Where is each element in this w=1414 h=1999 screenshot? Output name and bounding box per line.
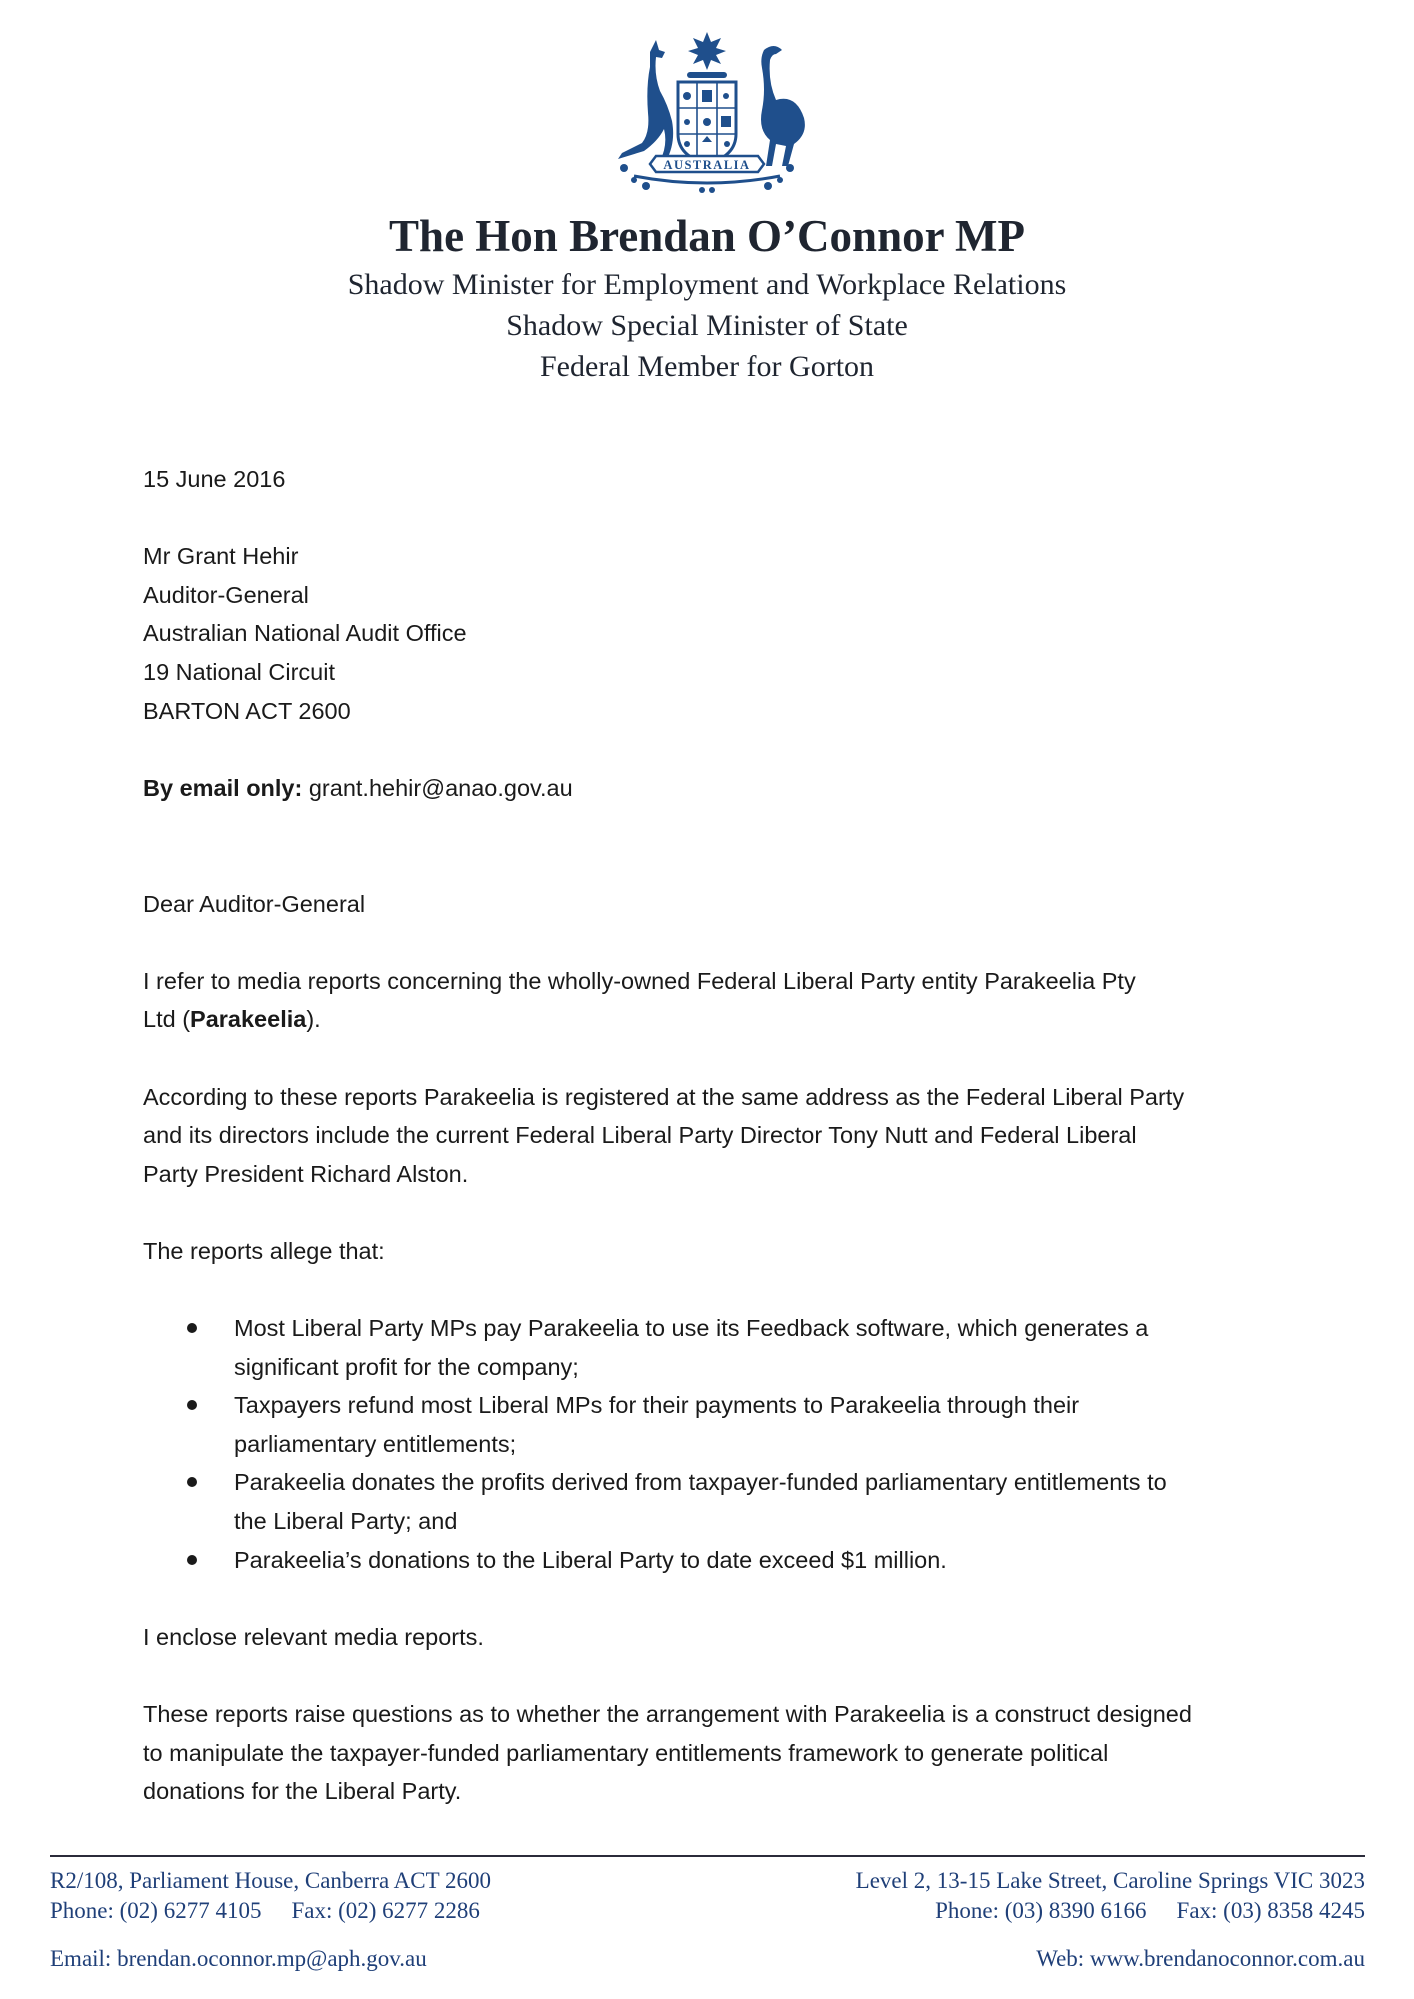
allegations-list	[143, 1309, 1283, 1579]
paragraph-line: donations for the Liberal Party.	[143, 1778, 462, 1805]
list-item-line: the Liberal Party; and	[234, 1508, 458, 1535]
footer-web-row	[50, 1944, 1365, 1974]
list-item	[143, 1541, 1283, 1580]
paragraph-registration	[143, 1078, 1283, 1194]
defined-term: Parakeelia	[190, 1006, 307, 1033]
paragraph-intro	[143, 962, 1283, 1039]
email-delivery-line	[143, 769, 1283, 808]
email-label: By email only:	[143, 774, 303, 801]
list-item-line: Most Liberal Party MPs pay Parakeelia to use its Feedback software, which generates a	[234, 1315, 1149, 1342]
address-line: Mr Grant Hehir	[143, 543, 299, 570]
list-item-line: Taxpayers refund most Liberal MPs for their payments to Parakeelia through their	[234, 1392, 1080, 1419]
parliament-phone: Phone: (02) 6277 4105	[50, 1898, 262, 1923]
role-line: Shadow Special Minister of State	[506, 309, 908, 342]
list-item-line: significant profit for the company;	[234, 1353, 579, 1380]
footer	[50, 1866, 1365, 1974]
role-line: Shadow Minister for Employment and Workplace Relations	[347, 268, 1067, 301]
paragraph-enclosure: I enclose relevant media reports.	[143, 1623, 484, 1650]
paragraph-line: Party President Richard Alston.	[143, 1160, 469, 1187]
electorate-phone: Phone: (03) 8390 6166	[935, 1898, 1147, 1923]
list-item	[143, 1463, 1283, 1540]
paragraph-line: I refer to media reports concerning the wholly-owned Federal Liberal Party entity Parakeelia Pty	[143, 967, 1136, 994]
text-run: ).	[306, 1006, 321, 1033]
paragraph-line: and its directors include the current Federal Liberal Party Director Tony Nutt and Federal Liberal	[143, 1122, 1137, 1149]
list-item-line: Parakeelia’s donations to the Liberal Party to date exceed $1 million.	[234, 1546, 947, 1573]
paragraph-allegations-intro: The reports allege that:	[143, 1237, 385, 1264]
list-item	[143, 1386, 1283, 1463]
footer-address-row	[50, 1866, 1365, 1896]
address-line: Auditor-General	[143, 581, 309, 608]
address-line: 19 National Circuit	[143, 658, 336, 685]
electorate-address: Level 2, 13-15 Lake Street, Caroline Springs VIC 3023	[855, 1868, 1365, 1893]
list-item	[143, 1309, 1283, 1386]
address-line: Australian National Audit Office	[143, 620, 467, 647]
paragraph-line	[143, 1000, 1283, 1039]
paragraph-line: According to these reports Parakeelia is registered at the same address as the Federal Liberal Party	[143, 1083, 1185, 1110]
text-run: Ltd (	[143, 1006, 191, 1033]
list-item-line: Parakeelia donates the profits derived from taxpayer-funded parliamentary entitlements to	[234, 1469, 1167, 1496]
footer-divider	[50, 1855, 1365, 1857]
electorate-contacts	[935, 1896, 1365, 1926]
list-item-line: parliamentary entitlements;	[234, 1430, 517, 1457]
letter-date: 15 June 2016	[143, 466, 286, 492]
parliament-contacts	[50, 1896, 480, 1926]
paragraph-line: These reports raise questions as to whether the arrangement with Parakeelia is a construct designed	[143, 1701, 1192, 1727]
email-link[interactable]: Email: brendan.oconnor.mp@aph.gov.au	[50, 1946, 427, 1971]
recipient-address	[143, 537, 1283, 730]
parliament-address: R2/108, Parliament House, Canberra ACT 2600	[50, 1868, 491, 1893]
letterhead	[0, 208, 1414, 387]
letter-body	[143, 460, 1283, 1811]
parliament-fax: Fax: (02) 6277 2286	[291, 1898, 480, 1923]
recipient-email: grant.hehir@anao.gov.au	[308, 774, 573, 801]
paragraph-line: to manipulate the taxpayer-funded parliamentary entitlements framework to generate political	[143, 1739, 1109, 1766]
member-name: The Hon Brendan O’Connor MP	[389, 211, 1025, 261]
role-line: Federal Member for Gorton	[539, 350, 875, 383]
electorate-fax: Fax: (03) 8358 4245	[1176, 1898, 1365, 1923]
salutation: Dear Auditor-General	[143, 890, 366, 917]
address-line: BARTON ACT 2600	[143, 697, 351, 724]
coat-of-arms-icon	[590, 30, 824, 200]
crest-motto: AUSTRALIA	[663, 158, 751, 172]
website-link[interactable]: Web: www.brendanoconnor.com.au	[1036, 1946, 1365, 1971]
paragraph-concern	[143, 1695, 1283, 1811]
footer-phone-row	[50, 1896, 1365, 1926]
